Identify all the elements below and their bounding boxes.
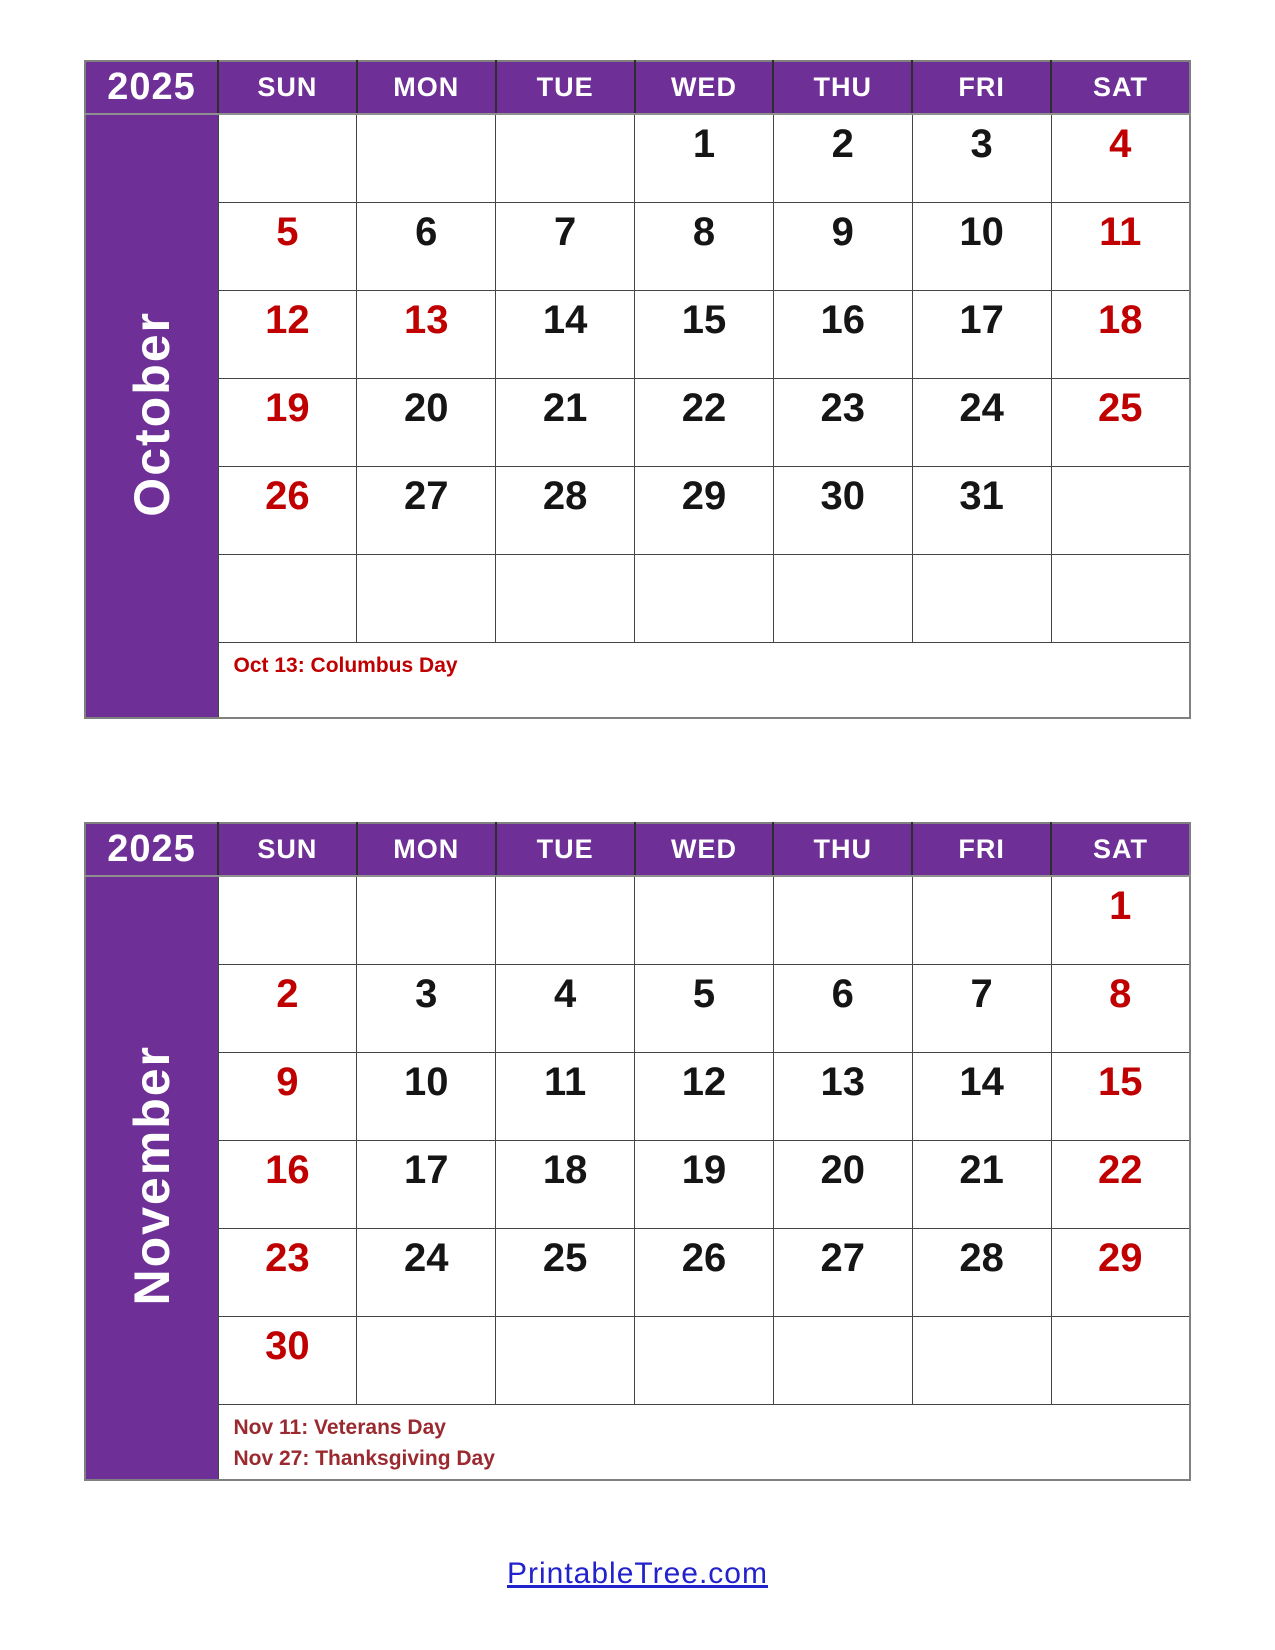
day-cell-15: 15 [635, 290, 774, 378]
day-cell-12: 12 [218, 290, 357, 378]
weeks-body [85, 114, 1190, 718]
calendar-october [84, 60, 1191, 719]
day-cell-29: 29 [1051, 1228, 1190, 1316]
weekday-wed: WED [635, 61, 774, 114]
day-cell-3: 3 [912, 114, 1051, 202]
holiday-row [85, 642, 1190, 718]
day-cell-21: 21 [912, 1140, 1051, 1228]
day-cell-23: 23 [773, 378, 912, 466]
day-cell-18: 18 [1051, 290, 1190, 378]
day-cell-29: 29 [635, 466, 774, 554]
week-row [85, 378, 1190, 466]
week-row [85, 876, 1190, 964]
empty-day-cell [496, 1316, 635, 1404]
empty-day-cell [773, 876, 912, 964]
day-cell-11: 11 [1051, 202, 1190, 290]
day-cell-12: 12 [635, 1052, 774, 1140]
day-cell-30: 30 [218, 1316, 357, 1404]
day-cell-27: 27 [773, 1228, 912, 1316]
day-cell-13: 13 [357, 290, 496, 378]
day-cell-8: 8 [635, 202, 774, 290]
month-label: October [123, 310, 180, 517]
day-cell-21: 21 [496, 378, 635, 466]
weekday-mon: MON [357, 823, 496, 876]
week-row [85, 1140, 1190, 1228]
empty-day-cell [773, 554, 912, 642]
empty-day-cell [1051, 466, 1190, 554]
day-cell-2: 2 [218, 964, 357, 1052]
empty-day-cell [357, 876, 496, 964]
empty-day-cell [357, 114, 496, 202]
week-row [85, 290, 1190, 378]
calendar-header-row [85, 823, 1190, 876]
weekday-tue: TUE [496, 823, 635, 876]
day-cell-28: 28 [496, 466, 635, 554]
holiday-note: Nov 27: Thanksgiving Day [233, 1447, 495, 1470]
week-row [85, 466, 1190, 554]
week-row [85, 554, 1190, 642]
day-cell-19: 19 [218, 378, 357, 466]
day-cell-6: 6 [773, 964, 912, 1052]
day-cell-27: 27 [357, 466, 496, 554]
weeks-body [85, 876, 1190, 1480]
empty-day-cell [912, 554, 1051, 642]
week-row [85, 964, 1190, 1052]
day-cell-14: 14 [912, 1052, 1051, 1140]
day-cell-4: 4 [1051, 114, 1190, 202]
calendar-header-row [85, 61, 1190, 114]
weekday-sat: SAT [1051, 61, 1190, 114]
day-cell-14: 14 [496, 290, 635, 378]
day-cell-19: 19 [635, 1140, 774, 1228]
empty-day-cell [1051, 1316, 1190, 1404]
day-cell-20: 20 [773, 1140, 912, 1228]
holiday-row [85, 1404, 1190, 1480]
week-row [85, 202, 1190, 290]
day-cell-7: 7 [496, 202, 635, 290]
weekday-sun: SUN [218, 823, 357, 876]
footer-link[interactable]: PrintableTree.com [507, 1557, 768, 1590]
day-cell-26: 26 [218, 466, 357, 554]
weekday-fri: FRI [912, 61, 1051, 114]
empty-day-cell [357, 554, 496, 642]
day-cell-20: 20 [357, 378, 496, 466]
day-cell-3: 3 [357, 964, 496, 1052]
day-cell-8: 8 [1051, 964, 1190, 1052]
weekday-fri: FRI [912, 823, 1051, 876]
empty-day-cell [773, 1316, 912, 1404]
empty-day-cell [218, 876, 357, 964]
day-cell-13: 13 [773, 1052, 912, 1140]
day-cell-28: 28 [912, 1228, 1051, 1316]
weekday-tue: TUE [496, 61, 635, 114]
day-cell-7: 7 [912, 964, 1051, 1052]
weekday-wed: WED [635, 823, 774, 876]
day-cell-11: 11 [496, 1052, 635, 1140]
day-cell-31: 31 [912, 466, 1051, 554]
weekday-mon: MON [357, 61, 496, 114]
day-cell-25: 25 [1051, 378, 1190, 466]
empty-day-cell [635, 876, 774, 964]
day-cell-4: 4 [496, 964, 635, 1052]
holiday-notes [218, 642, 1190, 718]
day-cell-26: 26 [635, 1228, 774, 1316]
day-cell-16: 16 [218, 1140, 357, 1228]
empty-day-cell [496, 114, 635, 202]
holiday-notes [218, 1404, 1190, 1480]
day-cell-18: 18 [496, 1140, 635, 1228]
weekday-sun: SUN [218, 61, 357, 114]
day-cell-22: 22 [1051, 1140, 1190, 1228]
day-cell-1: 1 [635, 114, 774, 202]
month-label: November [123, 1045, 180, 1306]
day-cell-16: 16 [773, 290, 912, 378]
empty-day-cell [496, 554, 635, 642]
empty-day-cell [635, 1316, 774, 1404]
day-cell-17: 17 [912, 290, 1051, 378]
holiday-note: Oct 13: Columbus Day [233, 653, 458, 677]
day-cell-6: 6 [357, 202, 496, 290]
weekday-thu: THU [773, 823, 912, 876]
holiday-note: Nov 11: Veterans Day [233, 1415, 446, 1439]
empty-day-cell [218, 554, 357, 642]
day-cell-1: 1 [1051, 876, 1190, 964]
day-cell-5: 5 [218, 202, 357, 290]
day-cell-30: 30 [773, 466, 912, 554]
empty-day-cell [635, 554, 774, 642]
month-sidebar [85, 876, 218, 1480]
october-table [84, 60, 1191, 719]
month-sidebar [85, 114, 218, 718]
year-label: 2025 [85, 61, 218, 114]
day-cell-23: 23 [218, 1228, 357, 1316]
day-cell-9: 9 [773, 202, 912, 290]
calendar-november [84, 822, 1191, 1481]
weekday-thu: THU [773, 61, 912, 114]
day-cell-24: 24 [912, 378, 1051, 466]
day-cell-2: 2 [773, 114, 912, 202]
empty-day-cell [357, 1316, 496, 1404]
empty-day-cell [912, 1316, 1051, 1404]
empty-day-cell [218, 114, 357, 202]
day-cell-10: 10 [357, 1052, 496, 1140]
footer [0, 1557, 1275, 1591]
year-label: 2025 [85, 823, 218, 876]
weekday-sat: SAT [1051, 823, 1190, 876]
week-row [85, 1052, 1190, 1140]
empty-day-cell [1051, 554, 1190, 642]
week-row [85, 1228, 1190, 1316]
day-cell-10: 10 [912, 202, 1051, 290]
day-cell-24: 24 [357, 1228, 496, 1316]
day-cell-15: 15 [1051, 1052, 1190, 1140]
day-cell-22: 22 [635, 378, 774, 466]
day-cell-25: 25 [496, 1228, 635, 1316]
empty-day-cell [496, 876, 635, 964]
day-cell-5: 5 [635, 964, 774, 1052]
day-cell-9: 9 [218, 1052, 357, 1140]
week-row [85, 114, 1190, 202]
november-table [84, 822, 1191, 1481]
empty-day-cell [912, 876, 1051, 964]
day-cell-17: 17 [357, 1140, 496, 1228]
week-row [85, 1316, 1190, 1404]
